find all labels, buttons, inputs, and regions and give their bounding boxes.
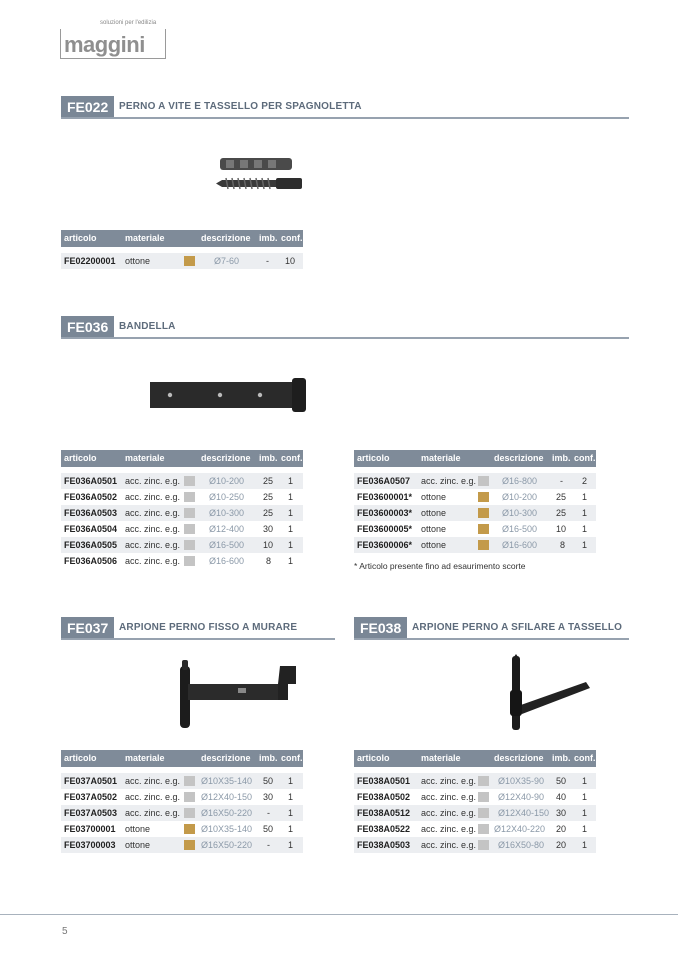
cell-materiale: acc. zinc. e.g.: [421, 808, 477, 818]
cell-conf: 1: [582, 492, 588, 502]
table-header: [61, 230, 303, 247]
col-imb: imb.: [259, 453, 278, 463]
cell-descrizione: Ø16-600: [502, 540, 538, 550]
cell-materiale: ottone: [421, 524, 447, 534]
cell-materiale: ottone: [125, 840, 151, 850]
cell-articolo: FE037A0502: [64, 792, 118, 802]
fixed-hinge-pin-image: [172, 656, 302, 732]
cell-materiale: acc. zinc. e.g.: [125, 556, 181, 566]
cell-conf: 10: [285, 256, 296, 266]
cell-materiale: acc. zinc. e.g.: [125, 776, 181, 786]
cell-conf: 1: [288, 508, 294, 518]
cell-materiale: acc. zinc. e.g.: [421, 776, 477, 786]
cell-imb: 10: [556, 524, 567, 534]
cell-descrizione: Ø10-200: [502, 492, 538, 502]
table-row: [61, 253, 303, 269]
material-swatch: [184, 476, 195, 486]
footnote: * Articolo presente fino ad esaurimento scorte: [354, 561, 526, 571]
cell-articolo: FE038A0501: [357, 776, 411, 786]
material-swatch: [478, 524, 489, 534]
cell-articolo: FE036A0505: [64, 540, 118, 550]
cell-materiale: acc. zinc. e.g.: [421, 824, 477, 834]
table-row: [61, 789, 303, 805]
cell-articolo: FE038A0503: [357, 840, 411, 850]
cell-materiale: ottone: [125, 824, 151, 834]
cell-conf: 1: [288, 792, 294, 802]
section-rule: [354, 638, 629, 640]
cell-materiale: acc. zinc. e.g.: [421, 792, 477, 802]
cell-conf: 1: [582, 540, 588, 550]
col-articolo: articolo: [357, 753, 390, 763]
col-conf: conf.: [281, 233, 303, 243]
section-rule: [61, 337, 629, 339]
material-swatch: [478, 792, 489, 802]
cell-descrizione: Ø7-60: [214, 256, 240, 266]
section-code: FE037: [61, 617, 114, 640]
cell-imb: 20: [556, 824, 567, 834]
cell-conf: 1: [288, 776, 294, 786]
col-materiale: materiale: [421, 753, 461, 763]
section-code: FE022: [61, 96, 114, 119]
cell-materiale: acc. zinc. e.g.: [125, 540, 181, 550]
col-descrizione: descrizione: [201, 453, 251, 463]
cell-materiale: acc. zinc. e.g.: [125, 808, 181, 818]
material-swatch: [478, 508, 489, 518]
brand-name: maggini: [64, 32, 145, 57]
cell-materiale: acc. zinc. e.g.: [125, 476, 181, 486]
cell-descrizione: Ø16X50-220: [201, 808, 253, 818]
cell-articolo: FE03700001: [64, 824, 116, 834]
material-swatch: [184, 556, 195, 566]
cell-imb: -: [267, 840, 270, 850]
col-materiale: materiale: [125, 453, 165, 463]
table-row: [61, 521, 303, 537]
material-swatch: [184, 792, 195, 802]
table-row: [354, 773, 596, 789]
hinge-strap-image: [148, 378, 308, 412]
cell-imb: 8: [560, 540, 566, 550]
table-row: [354, 837, 596, 853]
cell-descrizione: Ø16X50-220: [201, 840, 253, 850]
cell-articolo: FE03700003: [64, 840, 116, 850]
cell-materiale: acc. zinc. e.g.: [421, 840, 477, 850]
material-swatch: [478, 840, 489, 850]
section-header-fe036: [61, 316, 629, 340]
cell-conf: 1: [582, 524, 588, 534]
table-header: [61, 750, 303, 767]
material-swatch: [184, 256, 195, 266]
cell-articolo: FE038A0502: [357, 792, 411, 802]
brand-tagline: soluzioni per l'edilizia: [100, 20, 157, 26]
cell-descrizione: Ø16-500: [209, 540, 245, 550]
material-swatch: [478, 808, 489, 818]
col-conf: conf.: [574, 753, 596, 763]
section-header-fe022: [61, 96, 629, 120]
cell-descrizione: Ø12-400: [209, 524, 245, 534]
cell-descrizione: Ø10X35-90: [498, 776, 545, 786]
table-row: [61, 773, 303, 789]
col-materiale: materiale: [421, 453, 461, 463]
material-swatch: [184, 540, 195, 550]
cell-descrizione: Ø16-800: [502, 476, 538, 486]
cell-imb: 30: [263, 792, 274, 802]
cell-conf: 1: [288, 808, 294, 818]
cell-conf: 1: [288, 492, 294, 502]
removable-hinge-pin-image: [498, 654, 594, 734]
cell-descrizione: Ø16X50-80: [498, 840, 545, 850]
cell-articolo: FE036A0501: [64, 476, 118, 486]
cell-descrizione: Ø12X40-150: [201, 792, 253, 802]
cell-descrizione: Ø16-500: [502, 524, 538, 534]
cell-conf: 1: [288, 840, 294, 850]
material-swatch: [478, 492, 489, 502]
cell-conf: 1: [582, 792, 588, 802]
cell-articolo: FE038A0522: [357, 824, 411, 834]
material-swatch: [184, 776, 195, 786]
table-fe037: [61, 750, 303, 853]
cell-materiale: ottone: [421, 540, 447, 550]
cell-articolo: FE036A0503: [64, 508, 118, 518]
cell-articolo: FE036A0506: [64, 556, 118, 566]
cell-imb: 25: [556, 492, 567, 502]
cell-imb: 30: [556, 808, 567, 818]
col-descrizione: descrizione: [494, 753, 544, 763]
section-title: ARPIONE PERNO FISSO A MURARE: [119, 622, 298, 633]
col-materiale: materiale: [125, 753, 165, 763]
cell-imb: 25: [263, 476, 274, 486]
cell-descrizione: Ø12X40-220: [494, 824, 546, 834]
table-fe036-left: [61, 450, 303, 569]
material-swatch: [184, 492, 195, 502]
cell-imb: 25: [556, 508, 567, 518]
cell-articolo: FE036A0507: [357, 476, 411, 486]
table-row: [354, 537, 596, 553]
brand-logo: [60, 20, 168, 60]
table-row: [61, 489, 303, 505]
cell-conf: 1: [582, 776, 588, 786]
section-code: FE036: [61, 316, 114, 339]
table-row: [354, 821, 596, 837]
section-title: BANDELLA: [119, 321, 176, 332]
cell-articolo: FE03600006*: [357, 540, 413, 550]
cell-imb: 30: [263, 524, 274, 534]
cell-conf: 1: [582, 808, 588, 818]
cell-materiale: acc. zinc. e.g.: [421, 476, 477, 486]
cell-materiale: acc. zinc. e.g.: [125, 524, 181, 534]
cell-imb: 40: [556, 792, 567, 802]
col-conf: conf.: [281, 453, 303, 463]
cell-imb: 20: [556, 840, 567, 850]
col-articolo: articolo: [64, 453, 97, 463]
cell-descrizione: Ø10-300: [502, 508, 538, 518]
section-header-fe037: [61, 617, 335, 641]
material-swatch: [184, 808, 195, 818]
section-title: ARPIONE PERNO A SFILARE A TASSELLO: [412, 622, 623, 633]
section-title: PERNO A VITE E TASSELLO PER SPAGNOLETTA: [119, 101, 362, 112]
cell-descrizione: Ø16-600: [209, 556, 245, 566]
col-articolo: articolo: [64, 753, 97, 763]
cell-imb: 50: [263, 824, 274, 834]
cell-articolo: FE036A0504: [64, 524, 118, 534]
section-header-fe038: [354, 617, 629, 641]
cell-materiale: acc. zinc. e.g.: [125, 792, 181, 802]
table-row: [61, 505, 303, 521]
cell-materiale: ottone: [421, 492, 447, 502]
cell-materiale: acc. zinc. e.g.: [125, 508, 181, 518]
cell-descrizione: Ø12X40-150: [498, 808, 550, 818]
col-descrizione: descrizione: [494, 453, 544, 463]
cell-imb: -: [267, 808, 270, 818]
table-fe038: [354, 750, 596, 853]
cell-conf: 1: [288, 476, 294, 486]
cell-materiale: ottone: [421, 508, 447, 518]
cell-imb: 50: [556, 776, 567, 786]
table-row: [354, 473, 596, 489]
table-row: [354, 489, 596, 505]
cell-conf: 1: [288, 540, 294, 550]
cell-conf: 1: [582, 824, 588, 834]
col-imb: imb.: [552, 453, 571, 463]
material-swatch: [184, 524, 195, 534]
cell-descrizione: Ø10-300: [209, 508, 245, 518]
col-materiale: materiale: [125, 233, 165, 243]
col-articolo: articolo: [357, 453, 390, 463]
cell-articolo: FE037A0503: [64, 808, 118, 818]
table-fe036-right: [354, 450, 596, 553]
material-swatch: [478, 776, 489, 786]
cell-articolo: FE036A0502: [64, 492, 118, 502]
material-swatch: [478, 476, 489, 486]
col-imb: imb.: [552, 753, 571, 763]
cell-conf: 1: [288, 524, 294, 534]
table-row: [354, 805, 596, 821]
cell-articolo: FE038A0512: [357, 808, 411, 818]
cell-imb: -: [560, 476, 563, 486]
cell-articolo: FE02200001: [64, 256, 116, 266]
cell-materiale: ottone: [125, 256, 151, 266]
material-swatch: [184, 824, 195, 834]
table-row: [61, 837, 303, 853]
cell-imb: 25: [263, 492, 274, 502]
section-rule: [61, 117, 629, 119]
cell-articolo: FE03600001*: [357, 492, 413, 502]
screw-icon: [216, 178, 302, 189]
table-row: [61, 473, 303, 489]
cell-conf: 1: [582, 508, 588, 518]
table-row: [61, 805, 303, 821]
section-code: FE038: [354, 617, 407, 640]
cell-materiale: acc. zinc. e.g.: [125, 492, 181, 502]
table-header: [61, 450, 303, 467]
cell-imb: 50: [263, 776, 274, 786]
cell-descrizione: Ø10X35-140: [201, 776, 253, 786]
cell-conf: 1: [288, 556, 294, 566]
table-header: [354, 450, 596, 467]
cell-imb: 25: [263, 508, 274, 518]
cell-descrizione: Ø10X35-140: [201, 824, 253, 834]
table-header: [354, 750, 596, 767]
col-conf: conf.: [574, 453, 596, 463]
cell-articolo: FE037A0501: [64, 776, 118, 786]
wall-plug-icon: [220, 158, 292, 170]
table-row: [354, 789, 596, 805]
material-swatch: [478, 824, 489, 834]
cell-imb: -: [266, 256, 269, 266]
material-swatch: [184, 840, 195, 850]
col-imb: imb.: [259, 233, 278, 243]
col-articolo: articolo: [64, 233, 97, 243]
col-imb: imb.: [259, 753, 278, 763]
col-descrizione: descrizione: [201, 233, 251, 243]
cell-articolo: FE03600005*: [357, 524, 413, 534]
page-number: 5: [62, 926, 68, 937]
cell-descrizione: Ø10-200: [209, 476, 245, 486]
section-rule: [61, 638, 335, 640]
table-row: [61, 821, 303, 837]
table-row: [354, 521, 596, 537]
screw-anchor-image: [212, 150, 308, 198]
table-fe022: [61, 230, 303, 269]
cell-articolo: FE03600003*: [357, 508, 413, 518]
col-descrizione: descrizione: [201, 753, 251, 763]
cell-conf: 1: [288, 824, 294, 834]
cell-imb: 8: [266, 556, 272, 566]
material-swatch: [478, 540, 489, 550]
cell-descrizione: Ø12X40-90: [498, 792, 545, 802]
material-swatch: [184, 508, 195, 518]
footer-rule: [0, 914, 678, 915]
col-conf: conf.: [281, 753, 303, 763]
table-row: [61, 537, 303, 553]
cell-descrizione: Ø10-250: [209, 492, 245, 502]
cell-imb: 10: [263, 540, 274, 550]
cell-conf: 2: [582, 476, 588, 486]
table-row: [354, 505, 596, 521]
table-row: [61, 553, 303, 569]
cell-conf: 1: [582, 840, 588, 850]
logo-frame: [60, 29, 166, 59]
